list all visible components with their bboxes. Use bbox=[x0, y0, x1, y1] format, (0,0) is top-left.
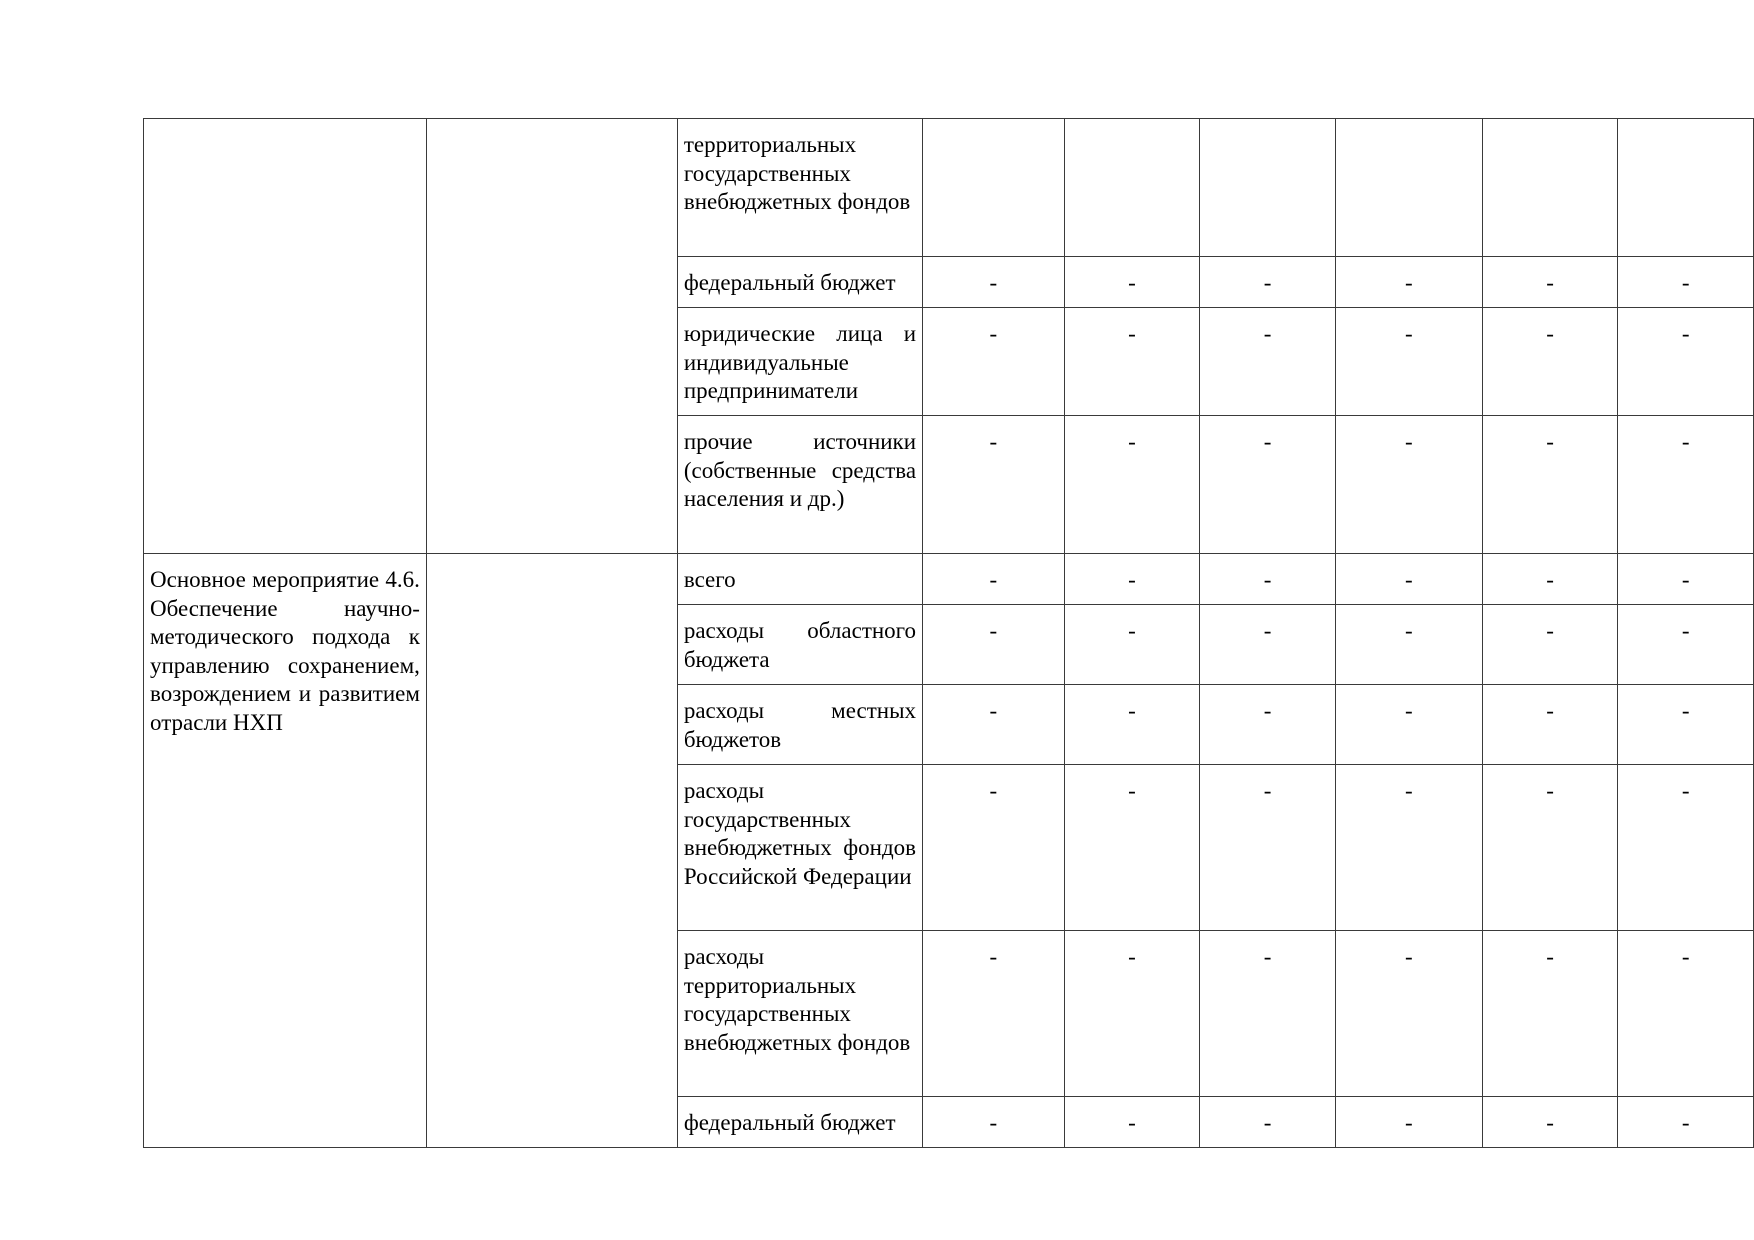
value-cell: - bbox=[1482, 931, 1618, 1097]
funding-source-cell: всего bbox=[677, 554, 922, 605]
funding-source-cell: федеральный бюджет bbox=[677, 257, 922, 308]
value-cell: - bbox=[1200, 765, 1336, 931]
value-cell: - bbox=[1618, 1097, 1754, 1148]
value-cell: - bbox=[1618, 931, 1754, 1097]
value-cell: - bbox=[1064, 257, 1200, 308]
funding-source-cell: расходы местных бюджетов bbox=[677, 685, 922, 765]
financing-table bbox=[143, 118, 1754, 1148]
funding-source-cell: юридические лица и индивидуальные предприниматели bbox=[677, 308, 922, 416]
value-cell: - bbox=[1064, 308, 1200, 416]
value-cell: - bbox=[923, 765, 1065, 931]
value-cell: - bbox=[1335, 416, 1482, 554]
value-cell: - bbox=[1064, 1097, 1200, 1148]
value-cell: - bbox=[1200, 685, 1336, 765]
value-cell: - bbox=[1618, 416, 1754, 554]
executor-cell bbox=[426, 119, 677, 554]
value-cell: - bbox=[923, 554, 1065, 605]
value-cell: - bbox=[1064, 416, 1200, 554]
value-cell: - bbox=[1335, 605, 1482, 685]
value-cell bbox=[1064, 119, 1200, 257]
value-cell: - bbox=[1482, 554, 1618, 605]
value-cell: - bbox=[1064, 605, 1200, 685]
table-row bbox=[144, 554, 1754, 605]
value-cell: - bbox=[1618, 554, 1754, 605]
value-cell bbox=[1482, 119, 1618, 257]
value-cell: - bbox=[1064, 685, 1200, 765]
value-cell: - bbox=[1335, 685, 1482, 765]
activity-cell bbox=[144, 119, 427, 554]
value-cell: - bbox=[1618, 685, 1754, 765]
value-cell: - bbox=[1335, 308, 1482, 416]
value-cell: - bbox=[1064, 931, 1200, 1097]
value-cell: - bbox=[1200, 554, 1336, 605]
value-cell: - bbox=[1482, 416, 1618, 554]
value-cell: - bbox=[923, 605, 1065, 685]
value-cell: - bbox=[1335, 765, 1482, 931]
value-cell: - bbox=[1335, 1097, 1482, 1148]
value-cell bbox=[1618, 119, 1754, 257]
value-cell: - bbox=[1618, 257, 1754, 308]
value-cell: - bbox=[1200, 605, 1336, 685]
value-cell bbox=[1335, 119, 1482, 257]
value-cell: - bbox=[1200, 257, 1336, 308]
funding-source-cell: расходы государственных внебюджетных фондов Российской Федерации bbox=[677, 765, 922, 931]
value-cell: - bbox=[923, 685, 1065, 765]
value-cell: - bbox=[1618, 308, 1754, 416]
value-cell: - bbox=[1482, 765, 1618, 931]
value-cell: - bbox=[923, 416, 1065, 554]
value-cell: - bbox=[1200, 308, 1336, 416]
funding-source-cell: федеральный бюджет bbox=[677, 1097, 922, 1148]
executor-cell bbox=[426, 554, 677, 1148]
value-cell: - bbox=[1335, 554, 1482, 605]
value-cell: - bbox=[1200, 1097, 1336, 1148]
funding-source-cell: прочие источники (собственные средства населения и др.) bbox=[677, 416, 922, 554]
value-cell: - bbox=[923, 308, 1065, 416]
value-cell: - bbox=[1200, 931, 1336, 1097]
value-cell: - bbox=[1200, 416, 1336, 554]
value-cell bbox=[1200, 119, 1336, 257]
funding-source-cell: территориальных государственных внебюджетных фондов bbox=[677, 119, 922, 257]
value-cell: - bbox=[1482, 685, 1618, 765]
value-cell: - bbox=[1482, 605, 1618, 685]
value-cell: - bbox=[1335, 257, 1482, 308]
value-cell: - bbox=[923, 1097, 1065, 1148]
value-cell: - bbox=[1482, 257, 1618, 308]
value-cell: - bbox=[923, 257, 1065, 308]
funding-source-cell: расходы территориальных государственных внебюджетных фондов bbox=[677, 931, 922, 1097]
funding-source-cell: расходы областного бюджета bbox=[677, 605, 922, 685]
value-cell: - bbox=[1482, 308, 1618, 416]
value-cell: - bbox=[1482, 1097, 1618, 1148]
value-cell: - bbox=[1064, 554, 1200, 605]
value-cell: - bbox=[1335, 931, 1482, 1097]
value-cell: - bbox=[1064, 765, 1200, 931]
value-cell: - bbox=[923, 931, 1065, 1097]
value-cell: - bbox=[1618, 605, 1754, 685]
value-cell: - bbox=[1618, 765, 1754, 931]
value-cell bbox=[923, 119, 1065, 257]
table-row bbox=[144, 119, 1754, 257]
activity-cell: Основное мероприятие 4.6. Обеспечение научно-методического подхода к управлению сохранением, возрождением и развитием отрасли НХП bbox=[144, 554, 427, 1148]
